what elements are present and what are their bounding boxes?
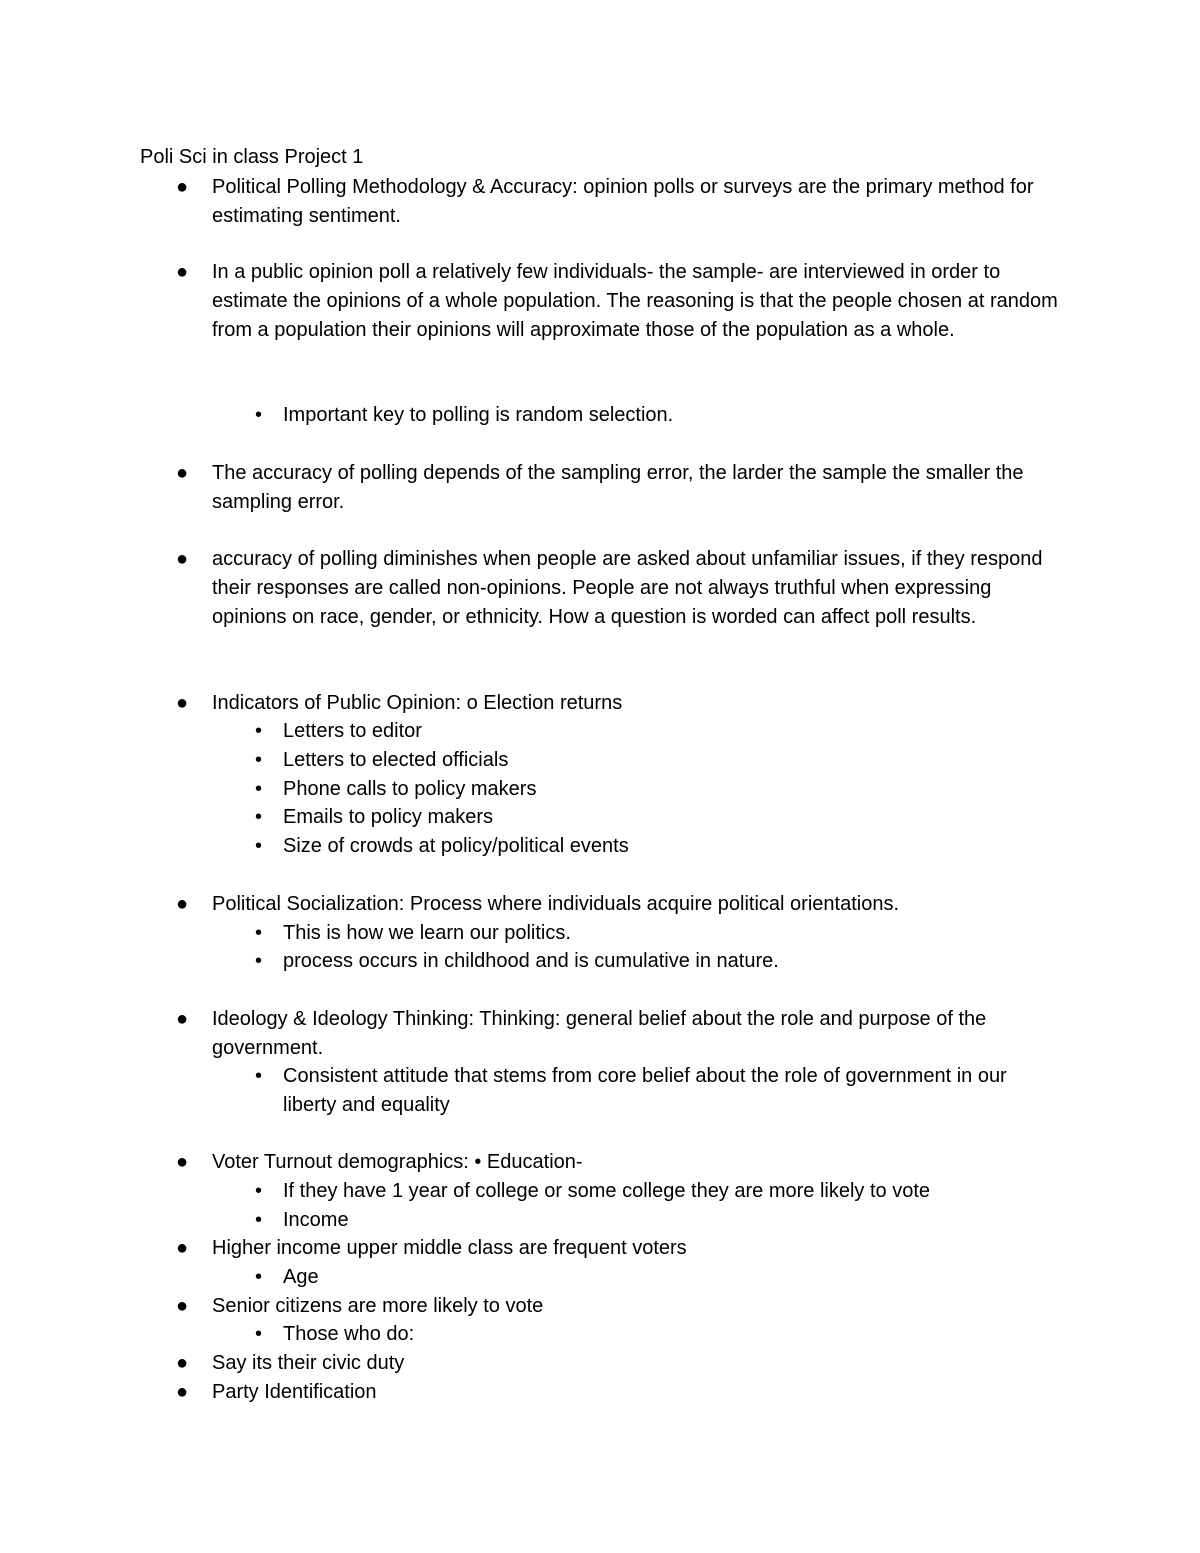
list-item	[255, 1206, 1063, 1235]
list-item	[176, 1005, 1062, 1063]
list-item-text: Voter Turnout demographics: • Education-	[212, 1151, 583, 1173]
list-item-text: The accuracy of polling depends of the sampling error, the larder the sample the smaller the sampling error.	[212, 462, 1024, 513]
bullet-icon: •	[255, 404, 263, 426]
list-item-text: Consistent attitude that stems from core belief about the role of government in our liberty and equality	[283, 1065, 1007, 1116]
list-item-text: This is how we learn our politics.	[283, 922, 571, 944]
bullet-icon: ●	[176, 261, 189, 283]
list-item	[176, 1349, 1062, 1378]
list-item-text: accuracy of polling diminishes when people are asked about unfamiliar issues, if they respond their responses are called non-opinions. People are not always truthful when expressing opinions on race, gender, or ethnicity. How a question is worded can affect poll results.	[212, 548, 1043, 628]
list-item-text: process occurs in childhood and is cumulative in nature.	[283, 950, 779, 972]
list-item	[176, 459, 1062, 517]
bullet-icon: •	[255, 950, 263, 972]
list-item	[255, 803, 1063, 832]
list-item	[255, 775, 1063, 804]
list-item	[255, 832, 1063, 861]
bullet-icon: •	[255, 1180, 263, 1202]
bullet-icon: ●	[176, 1295, 189, 1317]
list-item-text: Senior citizens are more likely to vote	[212, 1295, 544, 1317]
bullet-icon: ●	[176, 462, 189, 484]
bullet-icon: •	[255, 1266, 263, 1288]
bullet-icon: •	[255, 922, 263, 944]
bullet-icon: ●	[176, 1381, 189, 1403]
list-item-text: Phone calls to policy makers	[283, 778, 537, 800]
list-item	[176, 173, 1062, 231]
bullet-icon: ●	[176, 1237, 189, 1259]
list-item-text: Letters to elected officials	[283, 749, 509, 771]
list-item-text: Party Identification	[212, 1381, 377, 1403]
list-item-text: Say its their civic duty	[212, 1352, 405, 1374]
list-item-text: Letters to editor	[283, 720, 422, 742]
list-item	[176, 1234, 1062, 1263]
list-item-text: Age	[283, 1266, 319, 1288]
bullet-icon: •	[255, 1209, 263, 1231]
list-item	[255, 947, 1063, 976]
list-item-text: Important key to polling is random selection.	[283, 404, 674, 426]
list-item	[255, 717, 1063, 746]
list-item	[255, 1177, 1063, 1206]
list-item-text: In a public opinion poll a relatively few individuals- the sample- are interviewed in order to estimate the opinions of a whole population. The reasoning is that the people chosen at random from a population their opinions will approximate those of the population as a whole.	[212, 261, 1058, 341]
list-item	[176, 258, 1062, 344]
bullet-icon: ●	[176, 1008, 189, 1030]
list-item	[176, 545, 1062, 631]
list-item	[176, 890, 1062, 919]
list-item	[255, 1062, 1063, 1120]
bullet-icon: •	[255, 835, 263, 857]
list-item	[255, 746, 1063, 775]
bullet-icon: ●	[176, 1352, 189, 1374]
list-item	[176, 689, 1062, 718]
list-item-text: Ideology & Ideology Thinking: Thinking: general belief about the role and purpose of the government.	[212, 1008, 987, 1059]
list-item	[176, 1292, 1062, 1321]
bullet-icon: •	[255, 749, 263, 771]
list-item	[176, 1378, 1062, 1407]
list-item-text: Political Polling Methodology & Accuracy: opinion polls or surveys are the primary method for estimating sentiment.	[212, 176, 1034, 227]
list-item-text: Income	[283, 1209, 349, 1231]
list-item	[255, 1263, 1063, 1292]
bullet-icon: ●	[176, 548, 189, 570]
list-item	[255, 401, 1063, 430]
list-item-text: If they have 1 year of college or some college they are more likely to vote	[283, 1180, 931, 1202]
bullet-icon: •	[255, 806, 263, 828]
list-item-text: Those who do:	[283, 1323, 415, 1345]
list-item	[255, 1320, 1063, 1349]
list-item-text: Indicators of Public Opinion: o Election returns	[212, 692, 623, 714]
document-title: Poli Sci in class Project 1	[140, 146, 364, 168]
list-item-text: Emails to policy makers	[283, 806, 494, 828]
bullet-icon: •	[255, 1323, 263, 1345]
list-item-text: Size of crowds at policy/political events	[283, 835, 629, 857]
bullet-icon: •	[255, 720, 263, 742]
bullet-icon: ●	[176, 893, 189, 915]
list-item	[255, 919, 1063, 948]
list-item-text: Political Socialization: Process where individuals acquire political orientations.	[212, 893, 900, 915]
bullet-icon: ●	[176, 1151, 189, 1173]
bullet-icon: •	[255, 1065, 263, 1087]
list-item-text: Higher income upper middle class are frequent voters	[212, 1237, 687, 1259]
list-item	[176, 1148, 1062, 1177]
bullet-icon: ●	[176, 176, 189, 198]
bullet-icon: •	[255, 778, 263, 800]
bullet-icon: ●	[176, 692, 189, 714]
